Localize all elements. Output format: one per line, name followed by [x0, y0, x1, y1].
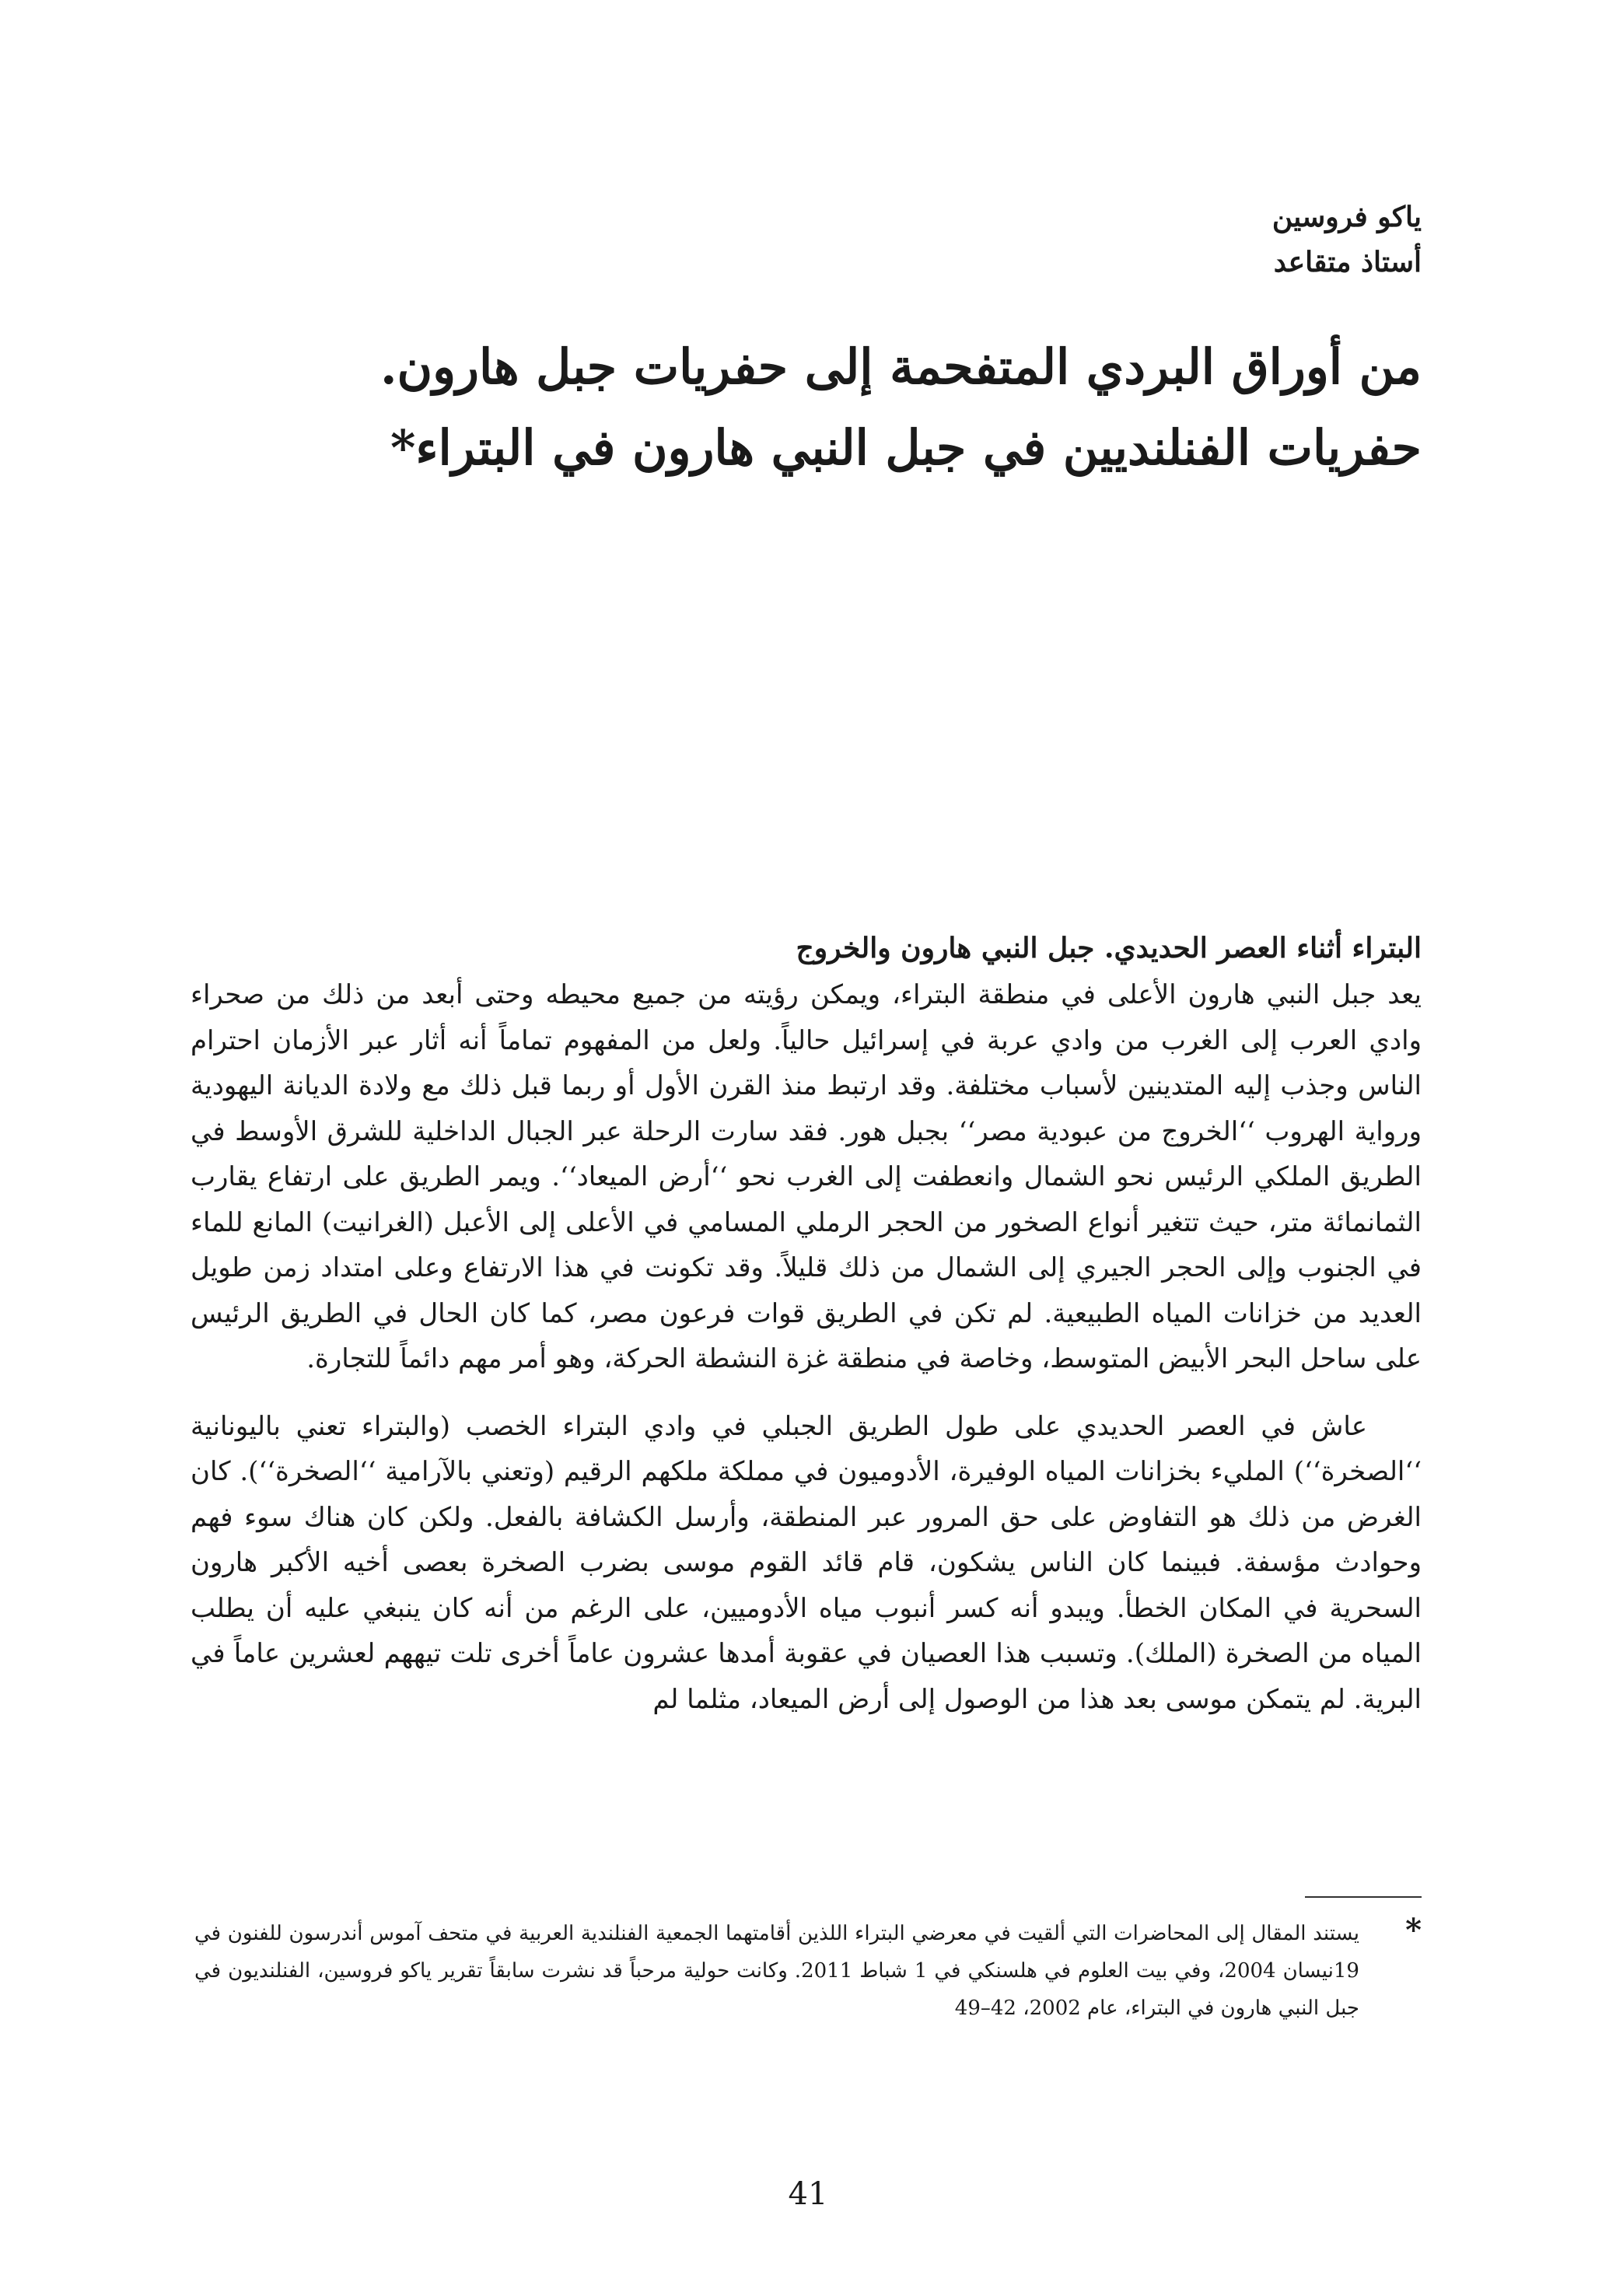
footnote-separator	[1305, 1896, 1422, 1898]
footnote	[194, 1912, 1422, 2027]
article-body	[191, 926, 1422, 1722]
paragraph-1: يعد جبل النبي هارون الأعلى في منطقة البتراء، ويمكن رؤيته من جميع محيطه وحتى أبعد من ذلك من صحراء وادي العرب إلى الغرب من وادي عربة في إسرائيل حالياً. ولعل من المفهوم تماماً أنه أثار عبر الأزمان احترام الناس وجذب إليه المتدينين لأسباب مختلفة. وقد ارتبط منذ القرن الأول أو ربما قبل ذلك مع ولادة الديانة اليهودية ورواية الهروب ‘‘الخروج من عبودية مصر‘‘ بجبل هور. فقد سارت الرحلة عبر الجبال الداخلية للشرق الأوسط في الطريق الملكي الرئيس نحو الشمال وانعطفت إلى الغرب نحو ‘‘أرض الميعاد‘‘. ويمر الطريق على ارتفاع يقارب الثمانمائة متر، حيث تتغير أنواع الصخور من الحجر الرملي المسامي في الأعلى إلى الأعبل (الغرانيت) المانع للماء في الجنوب وإلى الحجر الجيري إلى الشمال من ذلك قليلاً. وقد تكونت في هذا الارتفاع وعلى امتداد زمن طويل العديد من خزانات المياه الطبيعية. لم تكن في الطريق قوات فرعون مصر، كما كان الحال في الطريق الرئيس على ساحل البحر الأبيض المتوسط، وخاصة في منطقة غزة النشطة الحركة، وهو أمر مهم دائماً للتجارة.	[191, 979, 1422, 1374]
article-title-line-2: حفريات الفنلنديين في جبل النبي هارون في البتراء*	[390, 419, 1422, 476]
author-title: أستاذ متقاعد	[1273, 246, 1422, 278]
article-title	[177, 327, 1422, 488]
section-heading: البتراء أثناء العصر الحديدي. جبل النبي هارون والخروج	[796, 932, 1422, 964]
article-title-line-1: من أوراق البردي المتفحمة إلى حفريات جبل هارون.	[380, 338, 1422, 395]
paragraph-2: عاش في العصر الحديدي على طول الطريق الجبلي في وادي البتراء الخصب (والبتراء تعني باليونانية ‘‘الصخرة‘‘) المليء بخزانات المياه الوفيرة، الأدوميون في مملكة ملكهم الرقيم (وتعني بالآرامية ‘‘الصخرة‘‘). كان الغرض من ذلك هو التفاوض على حق المرور عبر المنطقة، وأرسل الكشافة بالفعل. ولكن كان هناك سوء فهم وحوادث مؤسفة. فبينما كان الناس يشكون، قام قائد القوم موسى بضرب الصخرة بعصى أخيه الأكبر هارون السحرية في المكان الخطأ. ويبدو أنه كسر أنبوب مياه الأدوميين، على الرغم من أنه كان ينبغي عليه أن يطلب المياه من الصخرة (الملك). وتسبب هذا العصيان في عقوبة أمدها عشرون عاماً أخرى تلت تيههم لعشرين عاماً في البرية. لم يتمكن موسى بعد هذا من الوصول إلى أرض الميعاد، مثلما لم	[191, 1410, 1422, 1715]
author-block	[722, 194, 1422, 285]
author-name: ياكو فروسين	[1271, 201, 1422, 233]
footnote-marker: *	[1405, 1912, 1422, 1948]
footnote-text: يستند المقال إلى المحاضرات التي ألقيت في معرضي البتراء اللذين أقامتهما الجمعية الفنلندية العربية في متحف آموس أندرسون للفنون في 19نيسان 2004، وفي بيت العلوم في هلسنكي في 1 شباط 2011. وكانت حولية مرحباً قد نشرت سابقاً تقرير ياكو فروسين، الفنلنديون في جبل النبي هارون في البتراء، عام 2002، 42–49	[194, 1922, 1359, 2020]
page-number: 41	[788, 2176, 828, 2212]
